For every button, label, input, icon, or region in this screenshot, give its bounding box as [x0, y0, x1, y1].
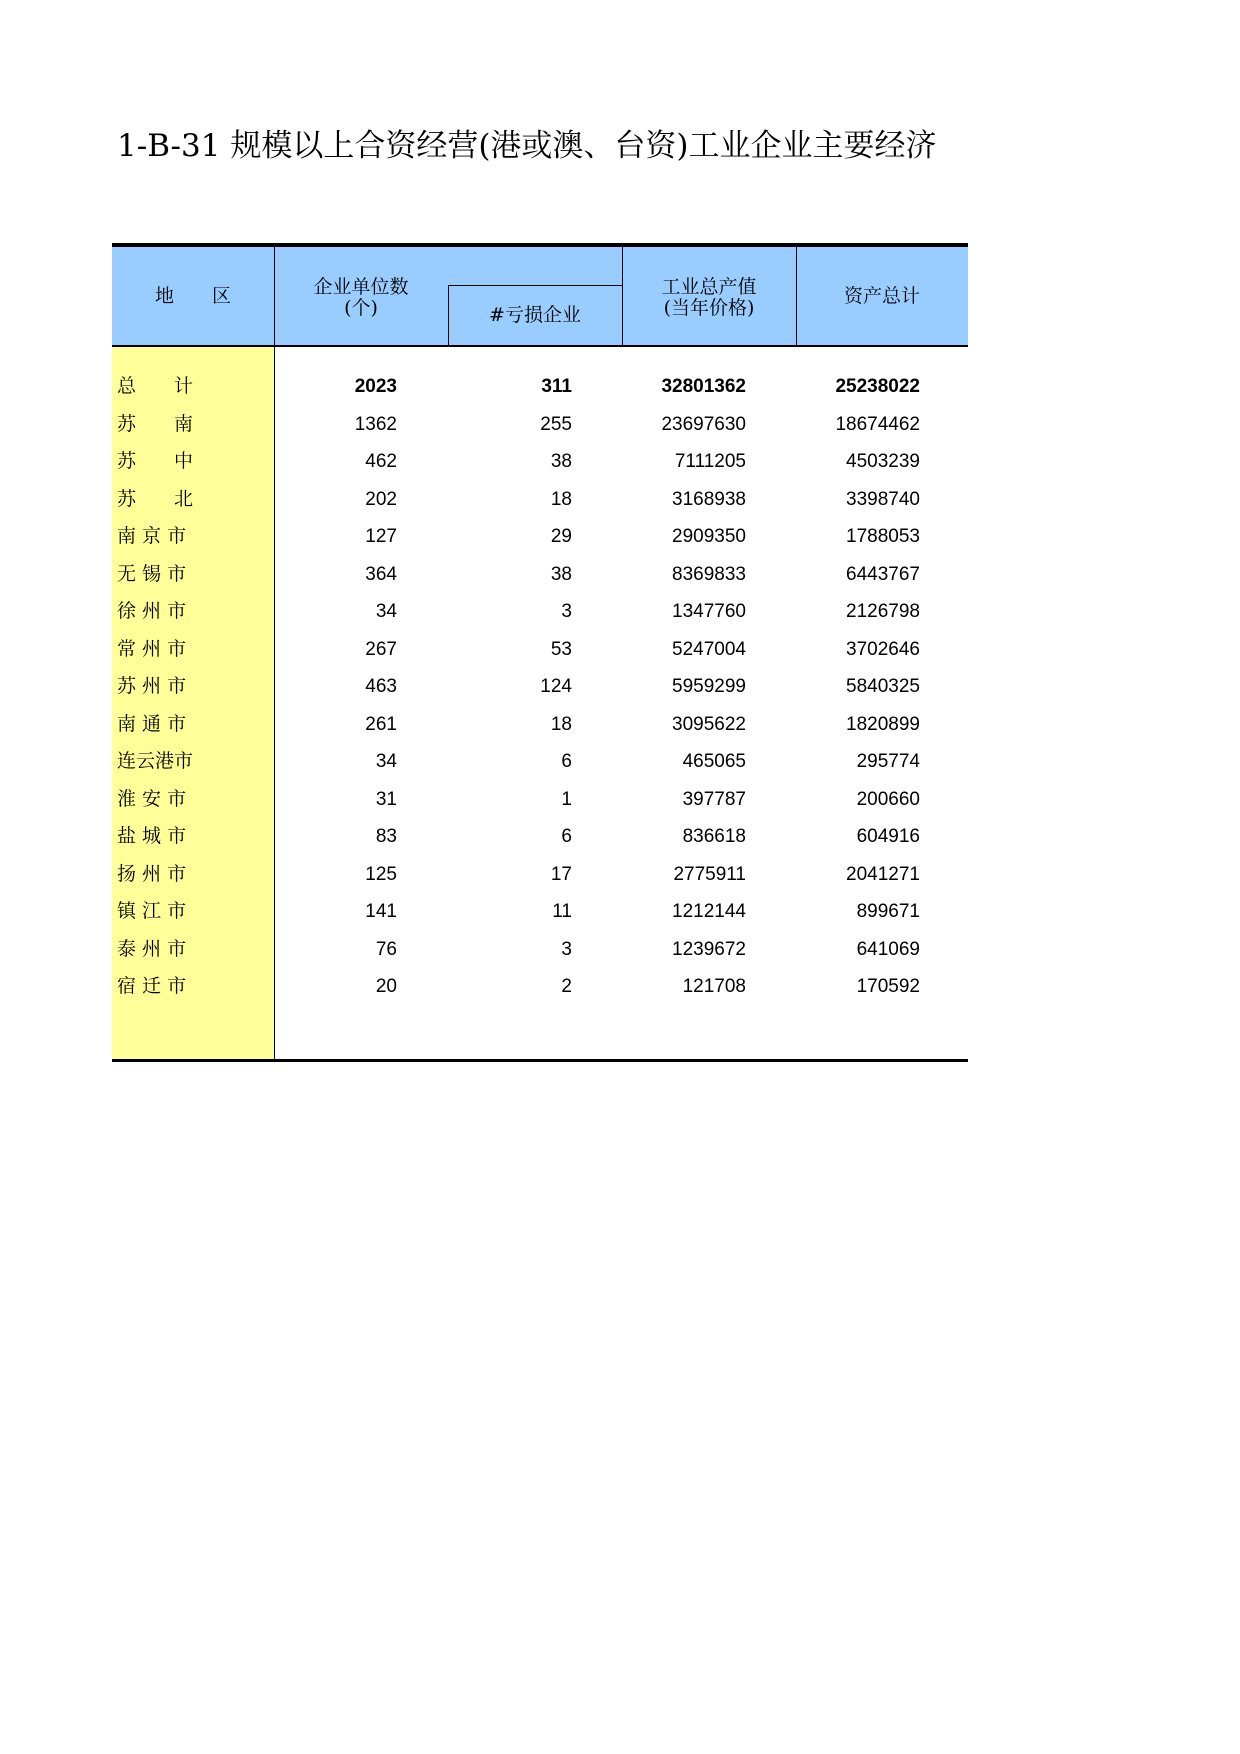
units-value: 76 [375, 938, 397, 960]
data-table [112, 243, 968, 1063]
output-value: 1347760 [672, 601, 746, 622]
loss-value: 1 [561, 788, 572, 810]
region-name: 盐 城 市 [117, 825, 187, 847]
loss-value: 38 [550, 563, 572, 585]
loss-value: 3 [561, 601, 572, 622]
table-row [112, 706, 968, 743]
table-header [112, 243, 968, 347]
table-row [112, 856, 968, 893]
table-row [112, 743, 968, 780]
region-name: 苏 南 [117, 412, 194, 435]
table-bottom-border [112, 1059, 968, 1062]
assets-value: 2041271 [846, 863, 920, 885]
header-divider-loss [448, 285, 449, 345]
region-name: 苏 中 [117, 450, 194, 472]
loss-value: 124 [540, 676, 572, 697]
region-name: 扬 州 市 [117, 862, 187, 885]
units-value: 83 [375, 826, 397, 847]
output-value: 3168938 [672, 488, 746, 510]
region-name: 常 州 市 [117, 637, 187, 660]
table-row [112, 968, 968, 1005]
units-value: 463 [365, 676, 397, 697]
region-name: 苏 州 市 [117, 675, 187, 697]
assets-value: 3398740 [846, 488, 920, 510]
table-row [112, 406, 968, 443]
loss-value: 38 [550, 451, 572, 472]
output-value: 836618 [682, 826, 746, 847]
table-row [112, 368, 968, 405]
assets-value: 18674462 [835, 413, 920, 435]
assets-value: 170592 [856, 976, 920, 997]
region-name: 镇 江 市 [117, 900, 187, 922]
header-assets: 资产总计 [843, 285, 920, 307]
table-row [112, 481, 968, 518]
region-name: 连云港市 [117, 750, 194, 772]
region-name: 苏 北 [117, 487, 194, 510]
header-output: 工业总产值 (当年价格) [661, 276, 757, 319]
loss-value: 2 [561, 976, 572, 997]
output-value: 32801362 [661, 376, 746, 397]
table-row [112, 668, 968, 705]
output-value: 23697630 [661, 413, 746, 435]
region-name: 泰 州 市 [117, 937, 187, 960]
loss-value: 18 [550, 713, 572, 735]
assets-value: 3702646 [846, 638, 920, 660]
units-value: 141 [365, 901, 397, 922]
table-row [112, 593, 968, 630]
assets-value: 25238022 [835, 376, 920, 397]
loss-value: 255 [540, 413, 572, 435]
table-row [112, 443, 968, 480]
assets-value: 200660 [856, 788, 920, 810]
header-units: 企业单位数 (个) [313, 276, 409, 319]
assets-value: 4503239 [846, 451, 920, 472]
output-value: 397787 [682, 788, 746, 810]
region-name: 无 锡 市 [117, 562, 187, 585]
header-divider-assets [796, 247, 797, 345]
loss-value: 18 [550, 488, 572, 510]
assets-value: 1788053 [846, 526, 920, 547]
loss-value: 311 [541, 376, 572, 397]
assets-value: 1820899 [846, 713, 920, 735]
header-region: 地 区 [154, 285, 231, 307]
assets-value: 899671 [856, 901, 920, 922]
loss-value: 53 [550, 638, 572, 660]
units-value: 364 [365, 563, 397, 585]
output-value: 7111205 [674, 451, 746, 472]
table-row [112, 781, 968, 818]
region-name: 南 通 市 [117, 712, 187, 735]
assets-value: 6443767 [846, 563, 920, 585]
assets-value: 295774 [856, 751, 920, 772]
loss-value: 6 [561, 751, 572, 772]
page-title: 1-B-31 规模以上合资经营(港或澳、台资)工业企业主要经济 [117, 128, 937, 164]
output-value: 5959299 [672, 676, 746, 697]
output-value: 5247004 [672, 638, 746, 660]
output-value: 8369833 [672, 563, 746, 585]
assets-value: 2126798 [846, 601, 920, 622]
region-name: 徐 州 市 [117, 600, 187, 622]
units-value: 1362 [354, 413, 397, 435]
region-name: 总 计 [117, 375, 194, 397]
units-value: 267 [365, 638, 397, 660]
units-value: 34 [375, 601, 397, 622]
table-row [112, 931, 968, 968]
units-value: 2023 [354, 376, 397, 397]
loss-value: 29 [550, 526, 572, 547]
header-loss: #亏损企业 [489, 304, 581, 326]
table-row [112, 893, 968, 930]
output-value: 2775911 [673, 863, 746, 885]
output-value: 1212144 [672, 901, 746, 922]
units-value: 31 [375, 788, 397, 810]
units-value: 125 [365, 863, 397, 885]
loss-value: 11 [552, 901, 572, 922]
units-value: 261 [365, 713, 397, 735]
output-value: 3095622 [672, 713, 746, 735]
output-value: 121708 [682, 976, 746, 997]
units-value: 34 [375, 751, 397, 772]
region-name: 淮 安 市 [117, 787, 187, 810]
assets-value: 5840325 [846, 676, 920, 697]
units-value: 20 [375, 976, 397, 997]
loss-value: 17 [550, 863, 572, 885]
region-name: 南 京 市 [117, 525, 187, 547]
output-value: 465065 [682, 751, 746, 772]
units-value: 462 [365, 451, 397, 472]
header-subline [448, 285, 622, 286]
table-row [112, 631, 968, 668]
table-row [112, 556, 968, 593]
region-name: 宿 迁 市 [117, 975, 187, 997]
assets-value: 604916 [856, 826, 920, 847]
table-row [112, 518, 968, 555]
header-divider-output [622, 247, 623, 345]
output-value: 2909350 [672, 526, 746, 547]
units-value: 202 [365, 488, 397, 510]
table-row [112, 818, 968, 855]
output-value: 1239672 [672, 938, 746, 960]
loss-value: 3 [561, 938, 572, 960]
assets-value: 641069 [856, 938, 920, 960]
loss-value: 6 [561, 826, 572, 847]
units-value: 127 [365, 526, 397, 547]
